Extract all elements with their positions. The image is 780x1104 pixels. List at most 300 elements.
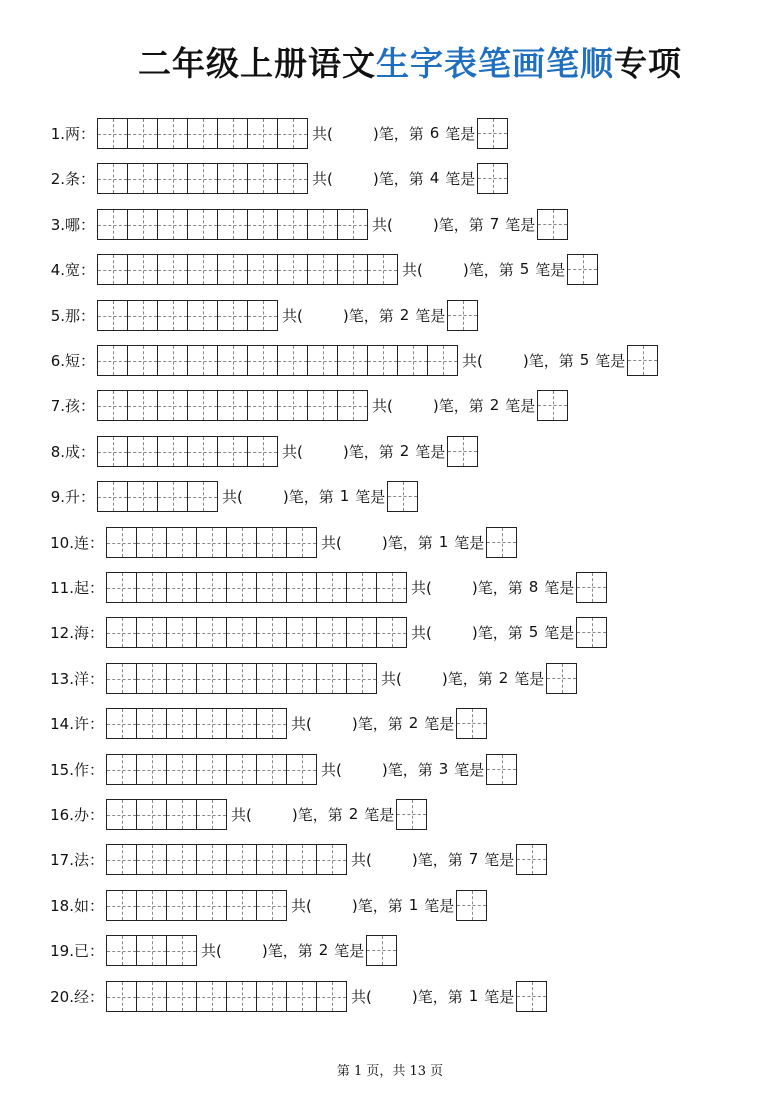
tian-grid-cell[interactable] xyxy=(166,754,197,785)
stroke-question xyxy=(381,663,577,694)
tian-grid-cell[interactable] xyxy=(127,118,158,149)
tian-grid-cell[interactable] xyxy=(247,118,278,149)
tian-grid-cell[interactable] xyxy=(256,617,287,648)
tian-grid-cell[interactable] xyxy=(196,617,227,648)
tian-grid-cell[interactable] xyxy=(247,390,278,421)
tian-grid-cell[interactable] xyxy=(166,981,197,1012)
stroke-order-grid[interactable] xyxy=(97,254,398,284)
tian-grid-cell[interactable] xyxy=(427,345,458,376)
answer-stroke-box[interactable] xyxy=(486,527,517,558)
total-strokes-prefix: 共( xyxy=(222,487,243,506)
tian-grid-cell[interactable] xyxy=(127,345,158,376)
title-part-blue: 生字表笔画笔顺 xyxy=(376,44,614,83)
tian-grid-cell[interactable] xyxy=(337,345,368,376)
stroke-order-grid[interactable] xyxy=(106,754,317,784)
stroke-order-grid[interactable] xyxy=(97,118,308,148)
stroke-question xyxy=(351,844,547,875)
nth-stroke-suffix: 笔是 xyxy=(514,669,545,688)
tian-grid-cell[interactable] xyxy=(97,300,128,331)
tian-grid-cell[interactable] xyxy=(247,300,278,331)
nth-stroke-prefix: )笔，第 xyxy=(261,941,313,960)
tian-grid-cell[interactable] xyxy=(337,209,368,240)
tian-grid-cell[interactable] xyxy=(316,572,347,603)
stroke-order-grid[interactable] xyxy=(97,390,368,420)
nth-stroke-suffix: 笔是 xyxy=(544,623,575,642)
nth-stroke-number: 2 xyxy=(348,805,359,823)
tian-grid-cell[interactable] xyxy=(256,844,287,875)
total-strokes-prefix: 共( xyxy=(411,623,432,642)
exercise-row xyxy=(0,616,607,648)
tian-grid-cell[interactable] xyxy=(106,844,137,875)
total-strokes-prefix: 共( xyxy=(312,124,333,143)
nth-stroke-prefix: )笔，第 xyxy=(522,351,574,370)
tian-grid-cell[interactable] xyxy=(307,390,338,421)
page-footer: 第 1 页，共 13 页 xyxy=(336,1064,444,1079)
tian-grid-cell[interactable] xyxy=(316,617,347,648)
tian-grid-cell[interactable] xyxy=(196,527,227,558)
nth-stroke-suffix: 笔是 xyxy=(505,215,536,234)
total-strokes-prefix: 共( xyxy=(462,351,483,370)
nth-stroke-prefix: )笔，第 xyxy=(342,306,394,325)
answer-stroke-box[interactable] xyxy=(516,844,547,875)
nth-stroke-prefix: )笔，第 xyxy=(471,578,523,597)
tian-grid-cell[interactable] xyxy=(247,209,278,240)
nth-stroke-suffix: 笔是 xyxy=(355,487,386,506)
answer-stroke-box[interactable] xyxy=(366,935,397,966)
total-strokes-prefix: 共( xyxy=(402,260,423,279)
tian-grid-cell[interactable] xyxy=(307,209,338,240)
character-label: 3.哪： xyxy=(50,215,95,234)
total-strokes-prefix: 共( xyxy=(351,987,372,1006)
tian-grid-cell[interactable] xyxy=(277,163,308,194)
stroke-question xyxy=(291,708,487,739)
character-label: 17.法： xyxy=(50,850,104,869)
tian-grid-cell[interactable] xyxy=(136,663,167,694)
tian-grid-cell[interactable] xyxy=(166,890,197,921)
tian-grid-cell[interactable] xyxy=(196,708,227,739)
nth-stroke-prefix: )笔，第 xyxy=(282,487,334,506)
character-label: 16.办： xyxy=(50,805,104,824)
tian-grid-cell[interactable] xyxy=(397,345,428,376)
tian-grid-cell[interactable] xyxy=(247,163,278,194)
answer-stroke-box[interactable] xyxy=(627,345,658,376)
stroke-order-grid[interactable] xyxy=(106,799,227,829)
tian-grid-cell[interactable] xyxy=(247,436,278,467)
exercise-row xyxy=(0,662,577,694)
tian-grid-cell[interactable] xyxy=(196,981,227,1012)
tian-grid-cell[interactable] xyxy=(106,981,137,1012)
tian-grid-cell[interactable] xyxy=(256,754,287,785)
tian-grid-cell[interactable] xyxy=(316,981,347,1012)
answer-stroke-box[interactable] xyxy=(387,481,418,512)
tian-grid-cell[interactable] xyxy=(127,254,158,285)
character-label: 10.连： xyxy=(50,533,104,552)
tian-grid-cell[interactable] xyxy=(346,617,377,648)
tian-grid-cell[interactable] xyxy=(166,527,197,558)
tian-grid-cell[interactable] xyxy=(157,390,188,421)
tian-grid-cell[interactable] xyxy=(226,617,257,648)
tian-grid-cell[interactable] xyxy=(97,118,128,149)
character-label: 2.条： xyxy=(50,169,95,188)
character-label: 13.洋： xyxy=(50,669,104,688)
tian-grid-cell[interactable] xyxy=(136,935,167,966)
tian-grid-cell[interactable] xyxy=(337,390,368,421)
nth-stroke-number: 1 xyxy=(339,487,350,505)
stroke-question xyxy=(282,436,478,467)
stroke-order-grid[interactable] xyxy=(106,572,407,602)
total-strokes-prefix: 共( xyxy=(231,805,252,824)
tian-grid-cell[interactable] xyxy=(97,481,128,512)
total-strokes-prefix: 共( xyxy=(291,714,312,733)
tian-grid-cell[interactable] xyxy=(256,708,287,739)
total-strokes-prefix: 共( xyxy=(282,306,303,325)
answer-stroke-box[interactable] xyxy=(537,209,568,240)
tian-grid-cell[interactable] xyxy=(217,300,248,331)
tian-grid-cell[interactable] xyxy=(136,617,167,648)
tian-grid-cell[interactable] xyxy=(166,663,197,694)
answer-stroke-box[interactable] xyxy=(567,254,598,285)
tian-grid-cell[interactable] xyxy=(187,345,218,376)
tian-grid-cell[interactable] xyxy=(196,572,227,603)
total-strokes-prefix: 共( xyxy=(312,169,333,188)
nth-stroke-suffix: 笔是 xyxy=(445,169,476,188)
nth-stroke-prefix: )笔，第 xyxy=(291,805,343,824)
tian-grid-cell[interactable] xyxy=(157,481,188,512)
tian-grid-cell[interactable] xyxy=(256,527,287,558)
nth-stroke-number: 1 xyxy=(408,896,419,914)
exercise-row xyxy=(0,753,517,785)
stroke-question xyxy=(321,527,517,558)
tian-grid-cell[interactable] xyxy=(226,708,257,739)
exercise-row xyxy=(0,435,478,467)
exercise-row xyxy=(0,980,547,1012)
tian-grid-cell[interactable] xyxy=(226,890,257,921)
stroke-order-grid[interactable] xyxy=(97,300,278,330)
tian-grid-cell[interactable] xyxy=(277,345,308,376)
tian-grid-cell[interactable] xyxy=(136,708,167,739)
stroke-order-grid[interactable] xyxy=(106,981,347,1011)
tian-grid-cell[interactable] xyxy=(286,754,317,785)
answer-stroke-box[interactable] xyxy=(516,981,547,1012)
stroke-order-grid[interactable] xyxy=(97,436,278,466)
tian-grid-cell[interactable] xyxy=(187,481,218,512)
tian-grid-cell[interactable] xyxy=(256,572,287,603)
tian-grid-cell[interactable] xyxy=(157,163,188,194)
page-title xyxy=(138,38,682,85)
nth-stroke-prefix: )笔，第 xyxy=(411,987,463,1006)
exercise-row xyxy=(0,162,508,194)
tian-grid-cell[interactable] xyxy=(217,390,248,421)
tian-grid-cell[interactable] xyxy=(157,209,188,240)
tian-grid-cell[interactable] xyxy=(187,118,218,149)
tian-grid-cell[interactable] xyxy=(277,118,308,149)
stroke-question xyxy=(312,163,508,194)
tian-grid-cell[interactable] xyxy=(166,844,197,875)
answer-stroke-box[interactable] xyxy=(447,436,478,467)
answer-stroke-box[interactable] xyxy=(447,300,478,331)
tian-grid-cell[interactable] xyxy=(97,163,128,194)
stroke-order-grid[interactable] xyxy=(106,617,407,647)
nth-stroke-number: 3 xyxy=(438,760,449,778)
tian-grid-cell[interactable] xyxy=(286,617,317,648)
tian-grid-cell[interactable] xyxy=(127,209,158,240)
nth-stroke-suffix: 笔是 xyxy=(454,760,485,779)
tian-grid-cell[interactable] xyxy=(277,254,308,285)
tian-grid-cell[interactable] xyxy=(97,209,128,240)
character-label: 15.作： xyxy=(50,760,104,779)
stroke-order-grid[interactable] xyxy=(97,345,458,375)
exercise-row xyxy=(0,299,478,331)
tian-grid-cell[interactable] xyxy=(307,254,338,285)
tian-grid-cell[interactable] xyxy=(106,663,137,694)
tian-grid-cell[interactable] xyxy=(367,254,398,285)
title-part-black: 二年级上册语文 xyxy=(138,44,376,83)
nth-stroke-suffix: 笔是 xyxy=(544,578,575,597)
exercise-row xyxy=(0,934,397,966)
tian-grid-cell[interactable] xyxy=(256,663,287,694)
stroke-question xyxy=(402,254,598,285)
answer-stroke-box[interactable] xyxy=(396,799,427,830)
tian-grid-cell[interactable] xyxy=(106,708,137,739)
nth-stroke-suffix: 笔是 xyxy=(415,306,446,325)
tian-grid-cell[interactable] xyxy=(187,254,218,285)
tian-grid-cell[interactable] xyxy=(277,209,308,240)
nth-stroke-number: 2 xyxy=(399,442,410,460)
tian-grid-cell[interactable] xyxy=(226,572,257,603)
tian-grid-cell[interactable] xyxy=(127,300,158,331)
nth-stroke-number: 2 xyxy=(399,306,410,324)
tian-grid-cell[interactable] xyxy=(346,663,377,694)
nth-stroke-suffix: 笔是 xyxy=(364,805,395,824)
tian-grid-cell[interactable] xyxy=(346,572,377,603)
tian-grid-cell[interactable] xyxy=(136,754,167,785)
stroke-question xyxy=(222,481,418,512)
character-label: 9.升： xyxy=(50,487,95,506)
nth-stroke-suffix: 笔是 xyxy=(454,533,485,552)
tian-grid-cell[interactable] xyxy=(97,390,128,421)
total-strokes-prefix: 共( xyxy=(291,896,312,915)
stroke-question xyxy=(411,617,607,648)
stroke-question xyxy=(201,935,397,966)
nth-stroke-number: 8 xyxy=(528,578,539,596)
tian-grid-cell[interactable] xyxy=(127,390,158,421)
tian-grid-cell[interactable] xyxy=(166,935,197,966)
tian-grid-cell[interactable] xyxy=(367,345,398,376)
nth-stroke-number: 7 xyxy=(468,850,479,868)
exercise-row xyxy=(0,843,547,875)
tian-grid-cell[interactable] xyxy=(247,345,278,376)
stroke-question xyxy=(231,799,427,830)
nth-stroke-prefix: )笔，第 xyxy=(342,442,394,461)
tian-grid-cell[interactable] xyxy=(136,890,167,921)
nth-stroke-suffix: 笔是 xyxy=(424,896,455,915)
total-strokes-prefix: 共( xyxy=(351,850,372,869)
stroke-question xyxy=(321,754,517,785)
answer-stroke-box[interactable] xyxy=(537,390,568,421)
nth-stroke-suffix: 笔是 xyxy=(334,941,365,960)
tian-grid-cell[interactable] xyxy=(196,799,227,830)
tian-grid-cell[interactable] xyxy=(196,663,227,694)
tian-grid-cell[interactable] xyxy=(136,799,167,830)
tian-grid-cell[interactable] xyxy=(217,118,248,149)
stroke-question xyxy=(372,209,568,240)
answer-stroke-box[interactable] xyxy=(576,572,607,603)
exercise-row xyxy=(0,798,427,830)
total-strokes-prefix: 共( xyxy=(321,533,342,552)
tian-grid-cell[interactable] xyxy=(247,254,278,285)
nth-stroke-prefix: )笔，第 xyxy=(432,215,484,234)
stroke-order-grid[interactable] xyxy=(97,163,308,193)
nth-stroke-prefix: )笔，第 xyxy=(381,533,433,552)
stroke-question xyxy=(282,300,478,331)
nth-stroke-prefix: )笔，第 xyxy=(441,669,493,688)
tian-grid-cell[interactable] xyxy=(226,663,257,694)
stroke-order-grid[interactable] xyxy=(106,935,197,965)
character-label: 8.成： xyxy=(50,442,95,461)
nth-stroke-prefix: )笔，第 xyxy=(462,260,514,279)
tian-grid-cell[interactable] xyxy=(97,345,128,376)
tian-grid-cell[interactable] xyxy=(166,708,197,739)
tian-grid-cell[interactable] xyxy=(286,572,317,603)
tian-grid-cell[interactable] xyxy=(106,754,137,785)
tian-grid-cell[interactable] xyxy=(196,754,227,785)
exercise-row xyxy=(0,480,418,512)
tian-grid-cell[interactable] xyxy=(136,981,167,1012)
tian-grid-cell[interactable] xyxy=(97,254,128,285)
stroke-question xyxy=(462,345,658,376)
tian-grid-cell[interactable] xyxy=(286,844,317,875)
tian-grid-cell[interactable] xyxy=(307,345,338,376)
nth-stroke-number: 5 xyxy=(528,623,539,641)
tian-grid-cell[interactable] xyxy=(187,209,218,240)
total-strokes-prefix: 共( xyxy=(372,396,393,415)
character-label: 1.两： xyxy=(50,124,95,143)
stroke-order-grid[interactable] xyxy=(106,890,287,920)
tian-grid-cell[interactable] xyxy=(136,572,167,603)
tian-grid-cell[interactable] xyxy=(187,436,218,467)
stroke-order-grid[interactable] xyxy=(97,209,368,239)
nth-stroke-number: 4 xyxy=(429,169,440,187)
tian-grid-cell[interactable] xyxy=(256,981,287,1012)
character-label: 18.如： xyxy=(50,896,104,915)
tian-grid-cell[interactable] xyxy=(316,844,347,875)
nth-stroke-suffix: 笔是 xyxy=(424,714,455,733)
total-strokes-prefix: 共( xyxy=(381,669,402,688)
tian-grid-cell[interactable] xyxy=(187,300,218,331)
exercise-row xyxy=(0,344,658,376)
nth-stroke-suffix: 笔是 xyxy=(505,396,536,415)
nth-stroke-suffix: 笔是 xyxy=(595,351,626,370)
tian-grid-cell[interactable] xyxy=(217,345,248,376)
tian-grid-cell[interactable] xyxy=(376,572,407,603)
stroke-order-grid[interactable] xyxy=(106,663,377,693)
title-part-tail: 专项 xyxy=(614,44,682,83)
answer-stroke-box[interactable] xyxy=(477,118,508,149)
tian-grid-cell[interactable] xyxy=(157,254,188,285)
character-label: 12.海： xyxy=(50,623,104,642)
tian-grid-cell[interactable] xyxy=(166,617,197,648)
character-label: 19.已： xyxy=(50,941,104,960)
tian-grid-cell[interactable] xyxy=(97,436,128,467)
stroke-question xyxy=(411,572,607,603)
stroke-order-grid[interactable] xyxy=(106,527,317,557)
tian-grid-cell[interactable] xyxy=(157,345,188,376)
tian-grid-cell[interactable] xyxy=(226,981,257,1012)
answer-stroke-box[interactable] xyxy=(486,754,517,785)
tian-grid-cell[interactable] xyxy=(166,799,197,830)
tian-grid-cell[interactable] xyxy=(187,390,218,421)
tian-grid-cell[interactable] xyxy=(226,844,257,875)
nth-stroke-prefix: )笔，第 xyxy=(411,850,463,869)
tian-grid-cell[interactable] xyxy=(157,300,188,331)
tian-grid-cell[interactable] xyxy=(376,617,407,648)
tian-grid-cell[interactable] xyxy=(106,799,137,830)
tian-grid-cell[interactable] xyxy=(286,527,317,558)
character-label: 4.宽： xyxy=(50,260,95,279)
nth-stroke-prefix: )笔，第 xyxy=(351,714,403,733)
exercise-row xyxy=(0,253,598,285)
tian-grid-cell[interactable] xyxy=(136,844,167,875)
tian-grid-cell[interactable] xyxy=(127,436,158,467)
nth-stroke-number: 5 xyxy=(579,351,590,369)
tian-grid-cell[interactable] xyxy=(166,572,197,603)
tian-grid-cell[interactable] xyxy=(256,890,287,921)
tian-grid-cell[interactable] xyxy=(157,436,188,467)
tian-grid-cell[interactable] xyxy=(217,209,248,240)
stroke-order-grid[interactable] xyxy=(106,844,347,874)
tian-grid-cell[interactable] xyxy=(127,481,158,512)
nth-stroke-number: 7 xyxy=(489,215,500,233)
tian-grid-cell[interactable] xyxy=(217,254,248,285)
nth-stroke-suffix: 笔是 xyxy=(484,850,515,869)
stroke-order-grid[interactable] xyxy=(106,708,287,738)
tian-grid-cell[interactable] xyxy=(217,436,248,467)
tian-grid-cell[interactable] xyxy=(106,527,137,558)
tian-grid-cell[interactable] xyxy=(286,981,317,1012)
tian-grid-cell[interactable] xyxy=(337,254,368,285)
tian-grid-cell[interactable] xyxy=(187,163,218,194)
tian-grid-cell[interactable] xyxy=(196,844,227,875)
tian-grid-cell[interactable] xyxy=(136,527,167,558)
tian-grid-cell[interactable] xyxy=(286,663,317,694)
tian-grid-cell[interactable] xyxy=(106,617,137,648)
nth-stroke-number: 6 xyxy=(429,124,440,142)
answer-stroke-box[interactable] xyxy=(456,890,487,921)
tian-grid-cell[interactable] xyxy=(157,118,188,149)
tian-grid-cell[interactable] xyxy=(106,572,137,603)
exercise-row xyxy=(0,389,568,421)
stroke-order-grid[interactable] xyxy=(97,481,218,511)
tian-grid-cell[interactable] xyxy=(106,935,137,966)
tian-grid-cell[interactable] xyxy=(277,390,308,421)
answer-stroke-box[interactable] xyxy=(576,617,607,648)
tian-grid-cell[interactable] xyxy=(127,163,158,194)
tian-grid-cell[interactable] xyxy=(196,890,227,921)
tian-grid-cell[interactable] xyxy=(226,754,257,785)
tian-grid-cell[interactable] xyxy=(316,663,347,694)
nth-stroke-number: 1 xyxy=(438,533,449,551)
tian-grid-cell[interactable] xyxy=(106,890,137,921)
nth-stroke-number: 2 xyxy=(489,396,500,414)
tian-grid-cell[interactable] xyxy=(217,163,248,194)
answer-stroke-box[interactable] xyxy=(456,708,487,739)
exercise-row xyxy=(0,707,487,739)
answer-stroke-box[interactable] xyxy=(546,663,577,694)
tian-grid-cell[interactable] xyxy=(226,527,257,558)
answer-stroke-box[interactable] xyxy=(477,163,508,194)
nth-stroke-suffix: 笔是 xyxy=(445,124,476,143)
character-label: 7.孩： xyxy=(50,396,95,415)
